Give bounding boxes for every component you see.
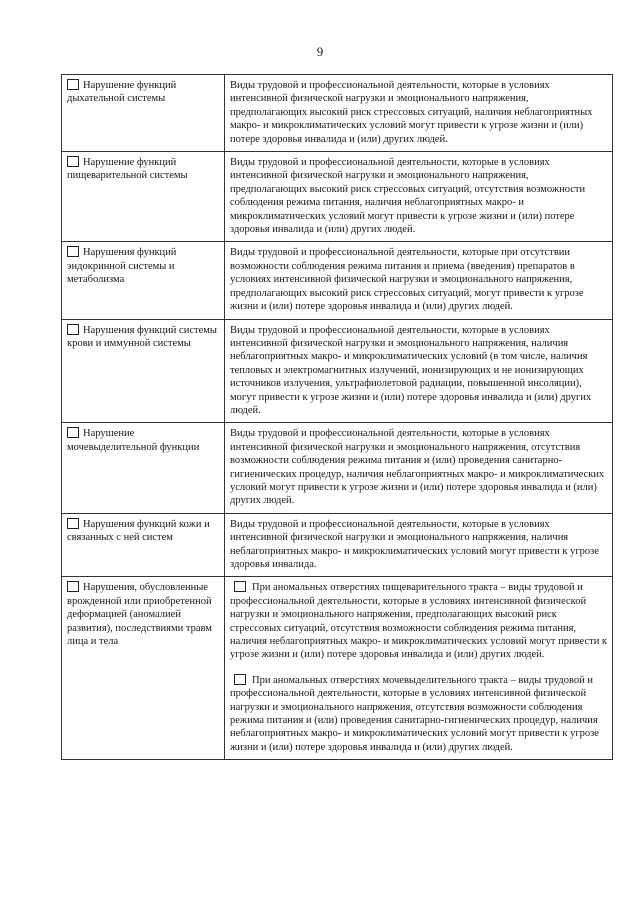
disorder-cell — [62, 75, 225, 152]
checkbox[interactable] — [67, 518, 79, 529]
disorder-cell — [62, 577, 225, 760]
sub-item — [230, 581, 608, 661]
description-cell: Виды трудовой и профессиональной деятельности, которые в условиях интенсивной физической нагрузки и эмоционального напряжения, предполагающих высокий риск стрессовых ситуаций, наличия неблагоприятных макро- и микроклиматических условий могут привести к угрозе жизни и (или) потере здоровья инвалида и (или) других людей. — [225, 75, 613, 152]
sub-item-text: При аномальных отверстиях пищеварительного тракта – виды трудовой и профессиональной деятельности, которые в условиях интенсивной физической нагрузки и эмоционального напряжения, предполагающих высокий риск стрессовых ситуаций, отсутствия возможности соблюдения режима питания, наличия неблагоприятных макро- и микроклиматических условий могут привести к угрозе жизни и (или) потере здоровья инвалида и (или) других людей. — [230, 582, 608, 661]
description-cell: Виды трудовой и профессиональной деятельности, которые в условиях интенсивной физической нагрузки и эмоционального напряжения, отсутствия возможности соблюдения режима питания и (или) проведения санитарно-гигиенических процедур, наличия неблагоприятных макро- и микроклиматических условий могут привести к угрозе жизни и (или) потере здоровья инвалида и (или) других людей. — [225, 423, 613, 513]
table-row — [62, 319, 613, 423]
disorder-cell — [62, 513, 225, 577]
page-number: 9 — [316, 44, 324, 59]
checkbox[interactable] — [234, 674, 246, 685]
description-cell: Виды трудовой и профессиональной деятельности, которые в условиях интенсивной физической нагрузки и эмоционального напряжения, наличия неблагоприятных макро- и микроклиматических условий могут привести к угрозе здоровья инвалида. — [225, 513, 613, 577]
checkbox[interactable] — [67, 581, 79, 592]
table-row — [62, 152, 613, 242]
table-row — [62, 513, 613, 577]
table-row — [62, 242, 613, 319]
checkbox[interactable] — [67, 246, 79, 257]
checkbox[interactable] — [67, 79, 79, 90]
disorder-cell — [62, 423, 225, 513]
description-cell: Виды трудовой и профессиональной деятельности, которые в условиях интенсивной физической нагрузки и эмоционального напряжения, наличия неблагоприятных макро- и микроклиматических условий (в том числе, наличия тепловых и электромагнитных излучений, ионизирующих и не ионизирующих источников излучения, ультрафиолетовой радиации, повышенной инсоляции), могут привести к угрозе жизни и (или) потере здоровья инвалида и (или) других людей. — [225, 319, 613, 423]
disorder-label: Нарушение функций пищеварительной системы — [67, 157, 188, 182]
checkbox[interactable] — [67, 324, 79, 335]
disorder-label: Нарушение функций дыхательной системы — [67, 80, 177, 105]
table-row — [62, 577, 613, 760]
disorder-label: Нарушения функций системы крови и иммунной системы — [67, 324, 217, 349]
disorder-label: Нарушения, обусловленные врожденной или приобретенной деформацией (аномалией развития), последствиями травм лица и тела — [67, 582, 212, 648]
table-row — [62, 75, 613, 152]
description-cell: Виды трудовой и профессиональной деятельности, которые в условиях интенсивной физической нагрузки и эмоционального напряжения, предполагающих высокий риск стрессовых ситуаций, отсутствия возможности соблюдения режима питания, наличия неблагоприятных макро- и микроклиматических условий могут привести к угрозе жизни и (или) потере здоровья инвалида и (или) других людей. — [225, 152, 613, 242]
disorder-cell — [62, 152, 225, 242]
sub-item — [230, 674, 608, 754]
checkbox[interactable] — [234, 581, 246, 592]
checkbox[interactable] — [67, 427, 79, 438]
disorder-label: Нарушение мочевыделительной функции — [67, 428, 200, 453]
restrictions-table — [61, 74, 613, 760]
disorder-label: Нарушения функций эндокринной системы и метаболизма — [67, 247, 177, 286]
description-cell: Виды трудовой и профессиональной деятельности, которые при отсутствии возможности соблюдения режима питания и приема (введения) препаратов в условиях интенсивной физической нагрузки и эмоционального напряжения, предполагающих высокий риск стрессовых ситуаций, могут привести к угрозе жизни и (или) потере здоровья инвалида и (или) других людей. — [225, 242, 613, 319]
checkbox[interactable] — [67, 156, 79, 167]
disorder-cell — [62, 242, 225, 319]
description-cell — [225, 577, 613, 760]
disorder-label: Нарушения функций кожи и связанных с ней систем — [67, 518, 210, 544]
disorder-cell — [62, 319, 225, 423]
table-row — [62, 423, 613, 513]
sub-item-text: При аномальных отверстиях мочевыделительного тракта – виды трудовой и профессиональной деятельности, которые в условиях интенсивной физической нагрузки и эмоционального напряжения, отсутствия возможности соблюдения режима питания и (или) проведения санитарно-гигиенических процедур, наличия неблагоприятных макро- и микроклиматических условий могут привести к угрозе жизни и (или) потере здоровья инвалида и (или) других людей. — [230, 674, 599, 753]
